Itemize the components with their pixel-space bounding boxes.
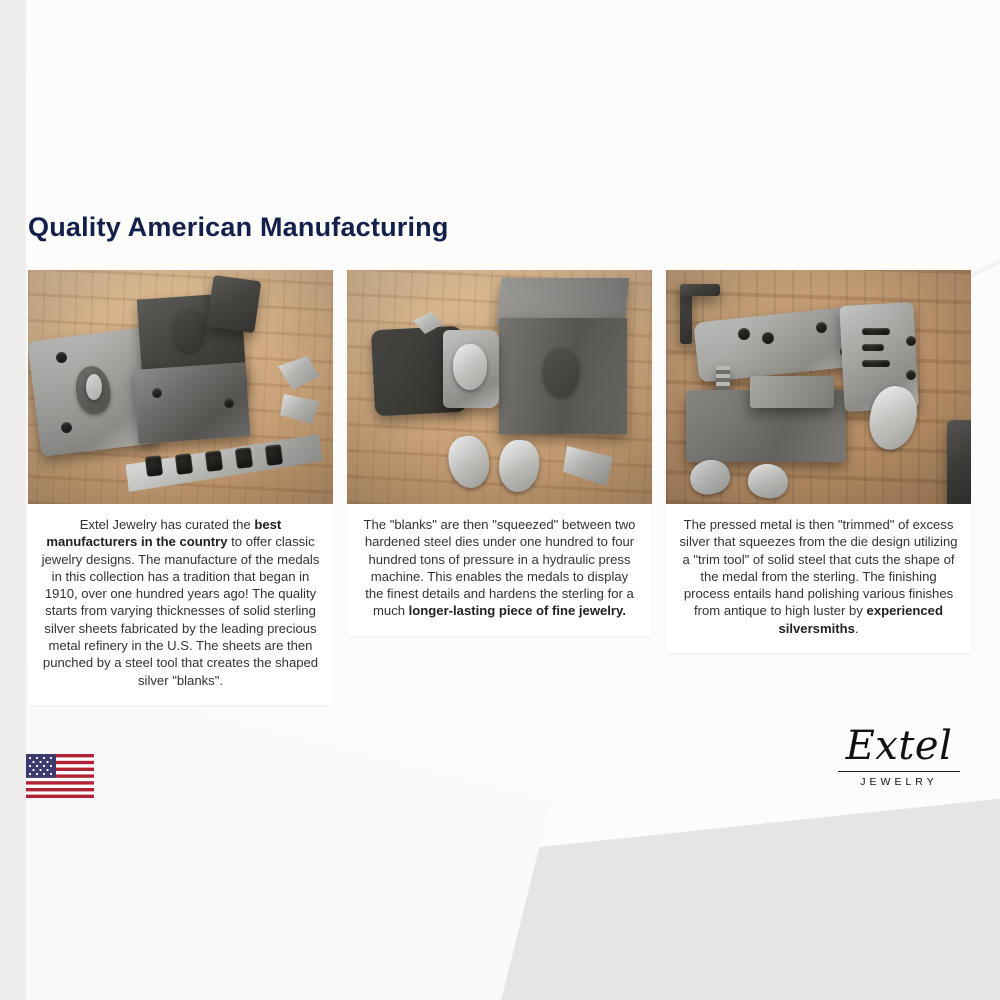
list-item (28, 270, 333, 705)
caption-part-bold: experienced silversmiths (778, 603, 943, 636)
caption-text (28, 504, 333, 705)
list-item (347, 270, 652, 636)
caption-part: . (854, 620, 859, 636)
page-title: Quality American Manufacturing (28, 212, 449, 242)
hardened-steel-dies-photo (347, 270, 652, 504)
brand-subtitle: JEWELRY (860, 776, 938, 788)
brand-wordmark: Extel (845, 723, 953, 769)
trim-tool-and-trimmed-medals-photo (666, 270, 971, 504)
caption-part-bold: best manufacturers in the country (46, 517, 282, 550)
caption-part: to offer classic jewelry designs. The manufacture of the medals in this collection has a tradition that began in 1910, over one hundred years ago! The quality starts from varying thicknesses of solid sterling silver sheets fabricated by the leading precious metal refinery in the U.S. The sheets are then punched by a steel tool that creates the shaped silver "blanks". (41, 534, 320, 688)
caption-text (347, 504, 652, 636)
caption-part: Extel Jewelry has curated the (79, 517, 255, 532)
brand-logo (824, 723, 974, 788)
caption-part-bold: longer-lasting piece of fine jewelry. (408, 603, 626, 619)
punch-tool-and-silver-blanks-photo (28, 270, 333, 504)
caption-part: The pressed metal is then "trimmed" of excess silver that squeezes from the die design utilizing a "trim tool" of solid steel that cuts the shape of the medal from the sterling. The finishing process entails hand polishing various finishes from antique to high luster by (679, 517, 958, 619)
american-flag-icon (26, 754, 94, 798)
caption-part: The "blanks" are then "squeezed" between two hardened steel dies under one hundred to four hundred tons of pressure in a hydraulic press machine. This enables the medals to display the finest details and hardens the sterling for a much (363, 517, 636, 619)
manufacturing-steps-list (28, 270, 972, 705)
logo-divider (838, 771, 960, 772)
caption-text (666, 504, 971, 653)
list-item (666, 270, 971, 653)
